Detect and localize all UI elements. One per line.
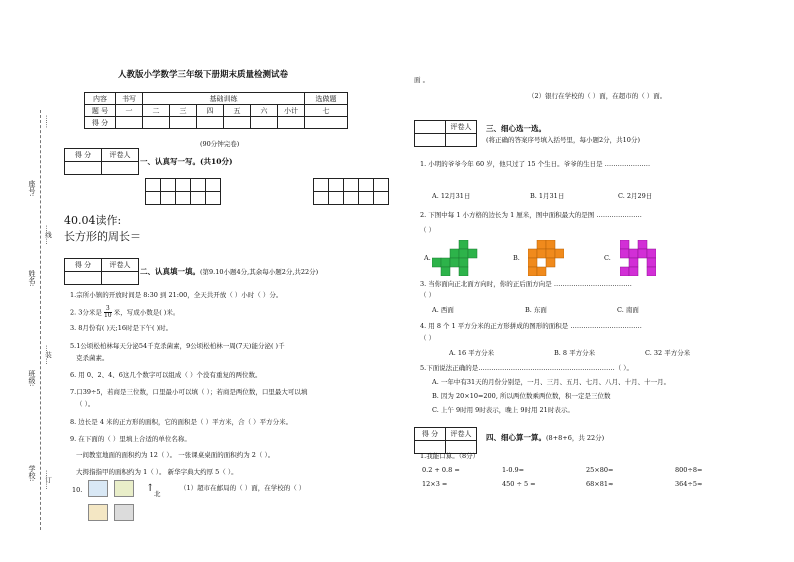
shape-cell bbox=[638, 249, 647, 258]
side-mark: …装… bbox=[44, 345, 52, 365]
q3-5-opt-a[interactable]: A. 一年中有31天的月份分别是，一月、三月、五月、七月、八月、十月、十一月。 bbox=[432, 378, 671, 386]
q2-2-a: 2. 3分米是 bbox=[70, 308, 102, 317]
score-cell[interactable] bbox=[415, 121, 446, 134]
writing-grid-2 bbox=[313, 178, 389, 205]
score-cell[interactable] bbox=[170, 117, 197, 129]
grid-cell[interactable] bbox=[344, 179, 359, 192]
fraction bbox=[104, 306, 112, 319]
q3-1-opt-c[interactable]: C. 2月29日 bbox=[618, 192, 653, 200]
shape-cell bbox=[546, 258, 555, 267]
cell: 得 分 bbox=[85, 117, 116, 129]
section4-note: (8+8+6，共 22分) bbox=[546, 434, 605, 442]
shape-cell bbox=[459, 258, 468, 267]
q2-10-text: （1）超市在邮局的（ ）面，在学校的（ ） bbox=[180, 484, 306, 492]
scorer-score: 得 分 bbox=[65, 259, 102, 272]
grid-cell[interactable] bbox=[344, 192, 359, 205]
section2-note: (第9.10小题4分,其余每小题2分,共22分) bbox=[200, 268, 319, 276]
scorer-box bbox=[64, 258, 139, 285]
grid-cell[interactable] bbox=[206, 179, 221, 192]
shape-cell bbox=[629, 267, 638, 276]
grid-cell[interactable] bbox=[374, 192, 389, 205]
page-title: 人教版小学数学三年级下册期末质量检测试卷 bbox=[118, 70, 289, 80]
q3-4-opt-a[interactable]: A. 16 平方分米 bbox=[449, 349, 495, 357]
shape-cell bbox=[441, 267, 450, 276]
q2-3: 3. 8月份有( )天;16时是下午( )时。 bbox=[70, 324, 173, 332]
north-label: 北 bbox=[154, 490, 161, 498]
calc-item[interactable]: 800÷8= bbox=[675, 466, 703, 474]
scorer-box bbox=[64, 148, 139, 175]
grid-cell[interactable] bbox=[329, 192, 344, 205]
score-cell[interactable] bbox=[278, 117, 305, 129]
side-mark: …… bbox=[44, 115, 52, 128]
shape-cell bbox=[450, 258, 459, 267]
grid-cell[interactable] bbox=[314, 192, 329, 205]
q2-10-part2: （2）银行在学校的（ ）面，在超市的（ ）面。 bbox=[528, 92, 667, 100]
shape-cell bbox=[647, 258, 656, 267]
cell: 题 号 bbox=[85, 105, 116, 117]
grid-cell[interactable] bbox=[161, 179, 176, 192]
shape-cell bbox=[537, 267, 546, 276]
q3-2-opt-a[interactable]: A. bbox=[424, 254, 431, 262]
calc-item[interactable]: 12×3 = bbox=[422, 480, 448, 488]
q3-3-opt-c[interactable]: C. 南面 bbox=[617, 306, 639, 314]
score-cell[interactable] bbox=[415, 134, 446, 147]
scorer-score: 得 分 bbox=[415, 428, 446, 441]
section2-title-text: 二、认真填一填。 bbox=[140, 267, 200, 276]
q3-4-paren: （ ） bbox=[420, 334, 436, 342]
shape-c-figure bbox=[620, 240, 656, 276]
cell: 书写 bbox=[116, 93, 143, 105]
shape-cell bbox=[432, 258, 441, 267]
shape-cell bbox=[528, 249, 537, 258]
q2-9a: 一间教室地面的面积约为 12（ ）。 一张课桌桌面的面积约为 2（ ）。 bbox=[76, 451, 275, 459]
calc-item[interactable]: 450 ÷ 5 = bbox=[502, 480, 536, 488]
score-cell[interactable] bbox=[197, 117, 224, 129]
section3-title: 三、细心选一选。 bbox=[486, 124, 546, 133]
grid-cell[interactable] bbox=[191, 179, 206, 192]
cell: 小计 bbox=[278, 105, 305, 117]
q3-3-paren: （ ） bbox=[420, 291, 436, 299]
q2-6: 6. 用 0、2、4、6这几个数字可以组成（ ）个没有重复的两位数。 bbox=[70, 371, 262, 379]
score-cell[interactable] bbox=[102, 162, 139, 175]
shape-cell bbox=[459, 249, 468, 258]
grid-cell[interactable] bbox=[146, 179, 161, 192]
grid-cell[interactable] bbox=[329, 179, 344, 192]
grid-cell[interactable] bbox=[161, 192, 176, 205]
scorer-score: 得 分 bbox=[65, 149, 102, 162]
cell: 一 bbox=[116, 105, 143, 117]
shape-cell bbox=[450, 249, 459, 258]
side-mark: …线… bbox=[44, 225, 52, 245]
sidebar-name: 姓名: bbox=[28, 270, 36, 287]
cell: 内容 bbox=[85, 93, 116, 105]
cell: 三 bbox=[170, 105, 197, 117]
binding-line bbox=[40, 110, 41, 530]
shape-cell bbox=[629, 249, 638, 258]
oral-calc-heading: 1.我能口算。（8分） bbox=[420, 452, 480, 460]
q3-3: 3. 当你面向正北面方向时，你的正后面方向是 ……………………………… bbox=[420, 280, 632, 288]
scorer-box bbox=[414, 427, 477, 454]
north-arrow-icon: ↑ bbox=[146, 483, 155, 494]
score-cell[interactable] bbox=[446, 134, 477, 147]
writing-grid-1 bbox=[145, 178, 221, 205]
score-cell[interactable] bbox=[224, 117, 251, 129]
sidebar-class: 班级: bbox=[28, 370, 36, 387]
calc-item[interactable]: 25×80= bbox=[586, 466, 614, 474]
score-cell[interactable] bbox=[102, 272, 139, 285]
grid-cell[interactable] bbox=[374, 179, 389, 192]
shape-cell bbox=[620, 249, 629, 258]
q2-2 bbox=[70, 306, 179, 319]
shape-cell bbox=[459, 240, 468, 249]
shape-cell bbox=[468, 249, 477, 258]
shape-a-figure bbox=[432, 240, 478, 276]
grid-cell[interactable] bbox=[176, 192, 191, 205]
q3-5: 5.下面说法正确的是………………………………………………………（ ）。 bbox=[420, 364, 634, 372]
shape-cell bbox=[620, 240, 629, 249]
grid-cell[interactable] bbox=[314, 179, 329, 192]
calc-item[interactable]: 68×81≈ bbox=[586, 480, 614, 488]
grid-cell[interactable] bbox=[359, 179, 374, 192]
q2-4b: 克杀菌素。 bbox=[76, 354, 109, 362]
q2-4a: 5.1公顷松柏林每天分泌54千克杀菌素，9公顷松柏林一周(7天)能分泌( )千 bbox=[70, 342, 285, 350]
cell: 七 bbox=[305, 105, 348, 117]
q3-1-opt-b[interactable]: B. 1月31日 bbox=[530, 192, 565, 200]
shape-cell bbox=[647, 267, 656, 276]
grid-cell[interactable] bbox=[146, 192, 161, 205]
building-picture bbox=[114, 480, 134, 497]
fraction-den: 10 bbox=[103, 312, 112, 319]
shape-cell bbox=[546, 240, 555, 249]
scorer-reviewer: 评卷人 bbox=[446, 121, 477, 134]
shape-b-figure bbox=[528, 240, 564, 276]
fraction-num: 3 bbox=[105, 305, 110, 312]
score-cell[interactable] bbox=[143, 117, 170, 129]
read-prompt: 40.04读作: bbox=[64, 214, 122, 227]
shape-cell bbox=[638, 240, 647, 249]
shape-cell bbox=[528, 258, 537, 267]
shape-cell bbox=[528, 267, 537, 276]
section4-title bbox=[486, 433, 604, 442]
scorer-box bbox=[414, 120, 477, 147]
q2-2-b: 米，写成小数是( )米。 bbox=[113, 308, 180, 317]
q2-9b: 大拇指指甲的面积约为 1（ ）。 新华字典大约厚 5（ ）。 bbox=[76, 468, 238, 476]
sidebar-seat: 座号: bbox=[28, 180, 36, 197]
shape-cell bbox=[629, 258, 638, 267]
shape-cell bbox=[441, 258, 450, 267]
time-note: (90分钟完卷) bbox=[200, 140, 240, 148]
calc-item[interactable]: 364÷5≈ bbox=[675, 480, 703, 488]
cell: 二 bbox=[143, 105, 170, 117]
q3-2-opt-c[interactable]: C. bbox=[604, 254, 611, 262]
building-picture bbox=[88, 480, 108, 497]
grid-cell[interactable] bbox=[206, 192, 221, 205]
q2-10: 10. bbox=[72, 486, 83, 494]
scorer-reviewer: 评卷人 bbox=[446, 428, 477, 441]
sidebar-school: 学校: bbox=[28, 465, 36, 482]
q2-7b: （ ）。 bbox=[76, 400, 95, 408]
perimeter-prompt: 长方形的周长＝ bbox=[64, 230, 141, 243]
section3-note: (将正确的答案序号填入括号里，每小题2分，共10分) bbox=[486, 136, 640, 144]
shape-cell bbox=[537, 240, 546, 249]
score-table bbox=[84, 92, 348, 129]
cell: 五 bbox=[224, 105, 251, 117]
q3-4: 4. 用 8 个 1 平方分米的正方形拼成的图形的面积是 …………………………… bbox=[420, 322, 642, 330]
calc-item[interactable]: 1-0.9= bbox=[502, 466, 525, 474]
scorer-reviewer: 评卷人 bbox=[102, 149, 139, 162]
cell: 选做题 bbox=[305, 93, 348, 105]
cell: 六 bbox=[251, 105, 278, 117]
q2-8: 8. 边长是 4 米的正方形的面积，它的面积是（ ）平方米，合（ ）平方分米。 bbox=[70, 418, 293, 426]
score-cell[interactable] bbox=[116, 117, 143, 129]
score-cell[interactable] bbox=[65, 162, 102, 175]
q3-5-opt-b[interactable]: B. 因为 20×10=200, 所以两位数乘两位数，积一定是三位数 bbox=[432, 392, 611, 400]
q3-3-opt-a[interactable]: A. 西面 bbox=[432, 306, 454, 314]
grid-cell[interactable] bbox=[359, 192, 374, 205]
shape-cell bbox=[555, 249, 564, 258]
q3-1-opt-a[interactable]: A. 12月31日 bbox=[432, 192, 471, 200]
shape-cell bbox=[620, 267, 629, 276]
q3-4-opt-b[interactable]: B. 8 平方分米 bbox=[554, 349, 596, 357]
scorer-reviewer: 评卷人 bbox=[102, 259, 139, 272]
q3-2-opt-b[interactable]: B. bbox=[513, 254, 520, 262]
building-picture bbox=[88, 504, 108, 521]
section4-title-text: 四、细心算一算。 bbox=[486, 433, 546, 442]
q2-9: 9. 在下面的（ ）里填上合适的单位名称。 bbox=[70, 435, 191, 443]
grid-cell[interactable] bbox=[176, 179, 191, 192]
q2-7a: 7.口39÷5，若商是三位数，口里最小可以填（ ）；若商是两位数，口里最大可以填 bbox=[70, 388, 308, 396]
q3-4-opt-c[interactable]: C. 32 平方分米 bbox=[645, 349, 691, 357]
q3-2-paren: （ ） bbox=[420, 226, 436, 234]
side-mark: …订… bbox=[44, 470, 52, 490]
shape-cell bbox=[647, 249, 656, 258]
score-cell[interactable] bbox=[65, 272, 102, 285]
cell: 四 bbox=[197, 105, 224, 117]
shape-cell bbox=[546, 249, 555, 258]
grid-cell[interactable] bbox=[191, 192, 206, 205]
shape-cell bbox=[459, 267, 468, 276]
building-picture bbox=[114, 504, 134, 521]
q3-5-opt-c[interactable]: C. 上午 9时用 9时表示，晚上 9时用 21时表示。 bbox=[432, 406, 574, 414]
q2-1: 1.宗所小镇的开放时间是 8:30 到 21:00，全天共开放（ ）小时（ ）分。 bbox=[70, 291, 283, 299]
section1-title: 一、认真写一写。(共10分) bbox=[140, 157, 233, 166]
q3-2: 2. 下图中每 1 小方格的边长为 1 厘米，图中面积最大的是图 ………………… bbox=[420, 211, 642, 219]
q3-3-opt-b[interactable]: B. 东面 bbox=[525, 306, 547, 314]
cell: 基础训练 bbox=[143, 93, 305, 105]
shape-cell bbox=[537, 249, 546, 258]
score-cell[interactable] bbox=[251, 117, 278, 129]
q3-1: 1. 小明的爷爷今年 60 岁，他只过了 15 个生日。爷爷的生日是 ………………… bbox=[420, 160, 651, 168]
section2-title bbox=[140, 267, 318, 276]
continued-text: 面 。 bbox=[414, 76, 430, 84]
calc-item[interactable]: 0.2 + 0.8 = bbox=[422, 466, 460, 474]
score-cell[interactable] bbox=[305, 117, 348, 129]
